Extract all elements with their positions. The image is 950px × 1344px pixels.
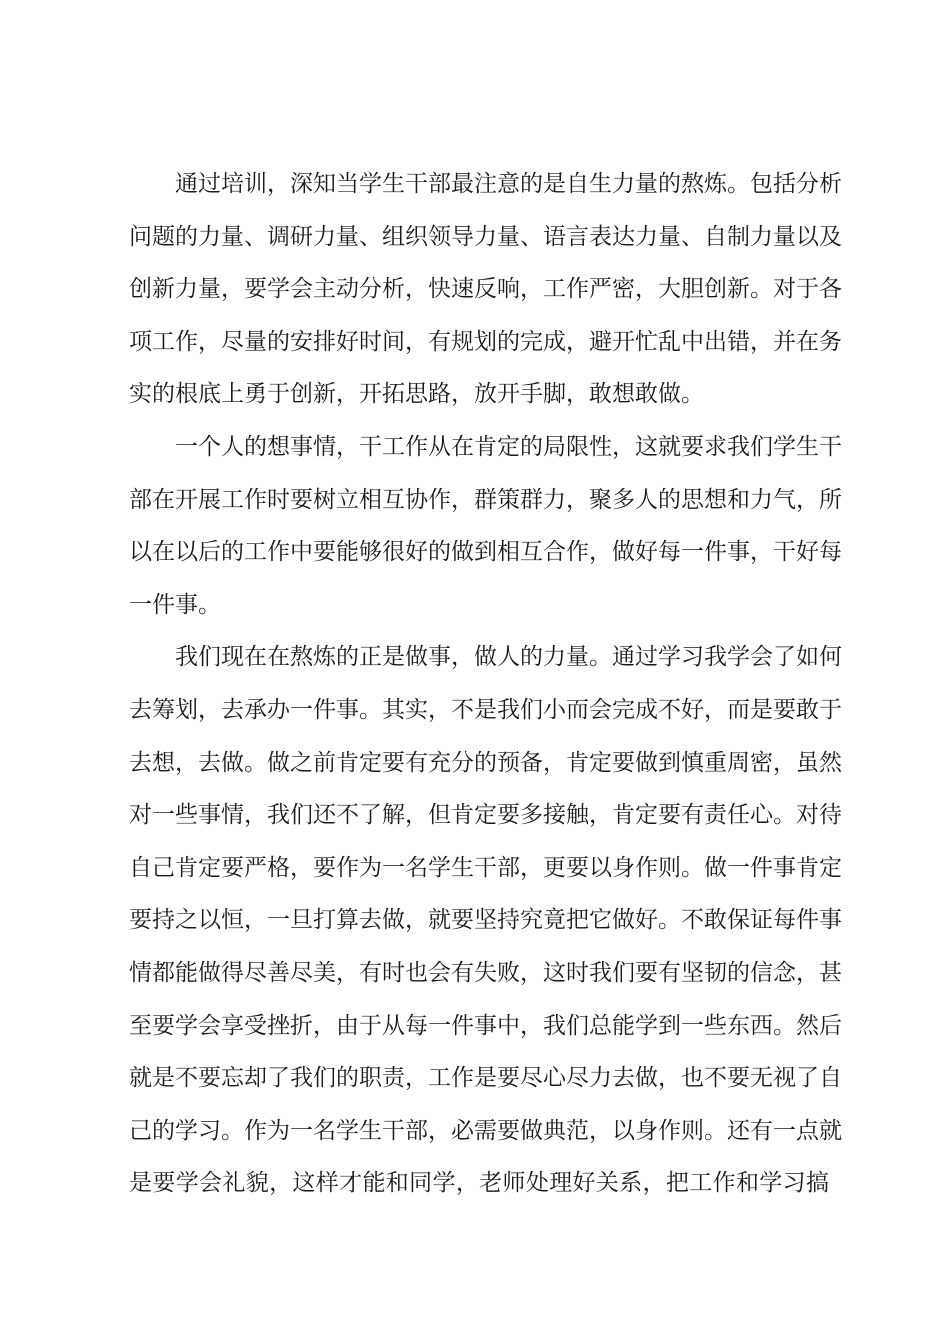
text-line: 是要学会礼貌，这样才能和同学，老师处理好关系，把工作和学习搞 [129,1170,829,1197]
text-line: 以在以后的工作中要能够很好的做到相互合作，做好每一件事，干好每 [129,539,842,566]
paragraph-2 [129,421,842,631]
text-line: 项工作，尽量的安排好时间，有规划的完成，避开忙乱中出错，并在务 [129,328,842,355]
text-line: 通过培训，深知当学生干部最注意的是自生力量的熬炼。包括分析 [175,171,842,197]
text-line: 实的根底上勇于创新，开拓思路，放开手脚，敢想敢做。 [129,381,704,408]
document-body [129,158,842,1210]
text-line: 问题的力量、调研力量、组织领导力量、语言表达力量、自制力量以及 [129,223,842,250]
paragraph-3 [129,631,842,1210]
text-line: 就是不要忘却了我们的职责，工作是要尽心尽力去做，也不要无视了自 [129,1065,842,1092]
text-line: 一个人的想事情，干工作从在肯定的局限性，这就要求我们学生干 [175,433,842,460]
text-line: 去想，去做。做之前肯定要有充分的预备，肯定要做到慎重周密，虽然 [129,749,842,776]
text-line: 我们现在在熬炼的正是做事，做人的力量。通过学习我学会了如何 [175,644,842,671]
text-line: 去筹划，去承办一件事。其实，不是我们小而会完成不好，而是要敢于 [129,696,842,723]
text-line: 对一些事情，我们还不了解，但肯定要多接触，肯定要有责任心。对待 [129,802,842,829]
text-line: 至要学会享受挫折，由于从每一件事中，我们总能学到一些东西。然后 [129,1012,842,1039]
paragraph-1 [129,158,842,421]
text-line: 部在开展工作时要树立相互协作，群策群力，聚多人的思想和力气，所 [129,486,842,513]
text-line: 一件事。 [129,591,221,618]
text-line: 自己肯定要严格，要作为一名学生干部，更要以身作则。做一件事肯定 [129,854,842,881]
text-line: 己的学习。作为一名学生干部，必需要做典范，以身作则。还有一点就 [129,1117,842,1144]
text-line: 要持之以恒，一旦打算去做，就要坚持究竟把它做好。不敢保证每件事 [129,907,842,934]
text-line: 情都能做得尽善尽美，有时也会有失败，这时我们要有坚韧的信念，甚 [129,959,842,986]
text-line: 创新力量，要学会主动分析，快速反响，工作严密，大胆创新。对于各 [129,276,842,303]
